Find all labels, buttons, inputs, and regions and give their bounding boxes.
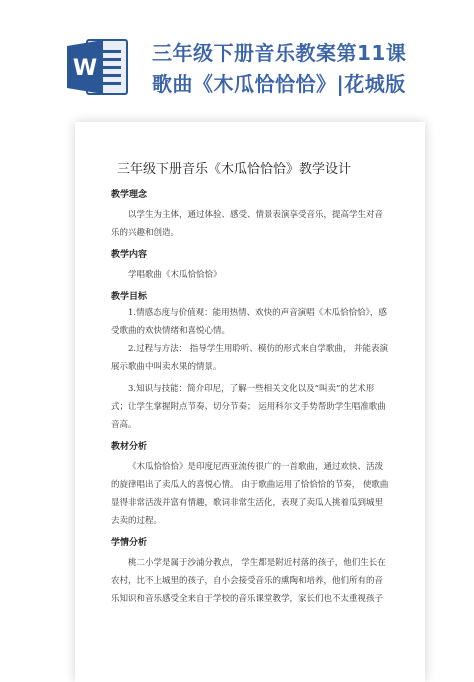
section-paragraph: 3.知识与技能：简介印尼，了解一些相关文化以及“叫卖”的艺术形式；让学生掌握附点节奏、切分节奏； 运用科尔文手势帮助学生唱准歌曲音高。 — [111, 384, 386, 430]
section-paragraph: 以学生为主体，通过体验、感受、情景表演享受音乐，提高学生对音乐的兴趣和创造。 — [111, 210, 384, 238]
word-document-icon — [65, 34, 131, 100]
section-heading: 教材分析 — [111, 442, 148, 452]
section-heading: 教学理念 — [111, 190, 148, 200]
section-heading: 教学内容 — [111, 250, 148, 260]
title-line-2: 歌曲《木瓜恰恰恰》|花城版 — [152, 72, 406, 96]
page-title — [152, 38, 470, 100]
section-heading: 学情分析 — [111, 538, 148, 548]
section-paragraph: 桃二小学是属于沙浦分教点， 学生都是附近村落的孩子，他们生长在农村，比不上城里的孩子，自小会接受音乐的熏陶和培养，他们所有的音乐知识和音乐感受全来自于学校的音乐课堂教学，家长们也不太重视孩子 — [111, 558, 386, 604]
title-line-1: 三年级下册音乐教案第11课 — [152, 41, 407, 65]
header — [0, 0, 474, 130]
section-paragraph: 1.情感态度与价值观：能用热情、欢快的声音演唱《木瓜恰恰恰》，感受歌曲的欢快情绪和喜悦心情。 — [111, 308, 387, 336]
document-title: 三年级下册音乐《木瓜恰恰恰》教学设计 — [117, 162, 352, 177]
watermark: · — [102, 241, 111, 254]
section-paragraph: 学唱歌曲《木瓜恰恰恰》 — [128, 270, 222, 280]
section-heading: 教学目标 — [111, 292, 148, 302]
document-content — [111, 160, 389, 614]
section-paragraph: 《木瓜恰恰恰》是印度尼西亚流传很广的一首歌曲，通过欢快、活泼的旋律唱出了卖瓜人的喜悦心情。 由于歌曲运用了恰恰恰的节奏， 使歌曲显得非常活泼并富有情趣，歌词非常生活化，表现了卖瓜人挑着瓜到城里去卖的过程。 — [111, 462, 389, 526]
logo-letter: W — [72, 56, 98, 81]
document-page — [75, 122, 425, 682]
section-paragraph: 2.过程与方法： 指导学生用聆听、模仿的形式来自学歌曲， 并能表演展示歌曲中叫卖水果的情景。 — [111, 344, 389, 372]
